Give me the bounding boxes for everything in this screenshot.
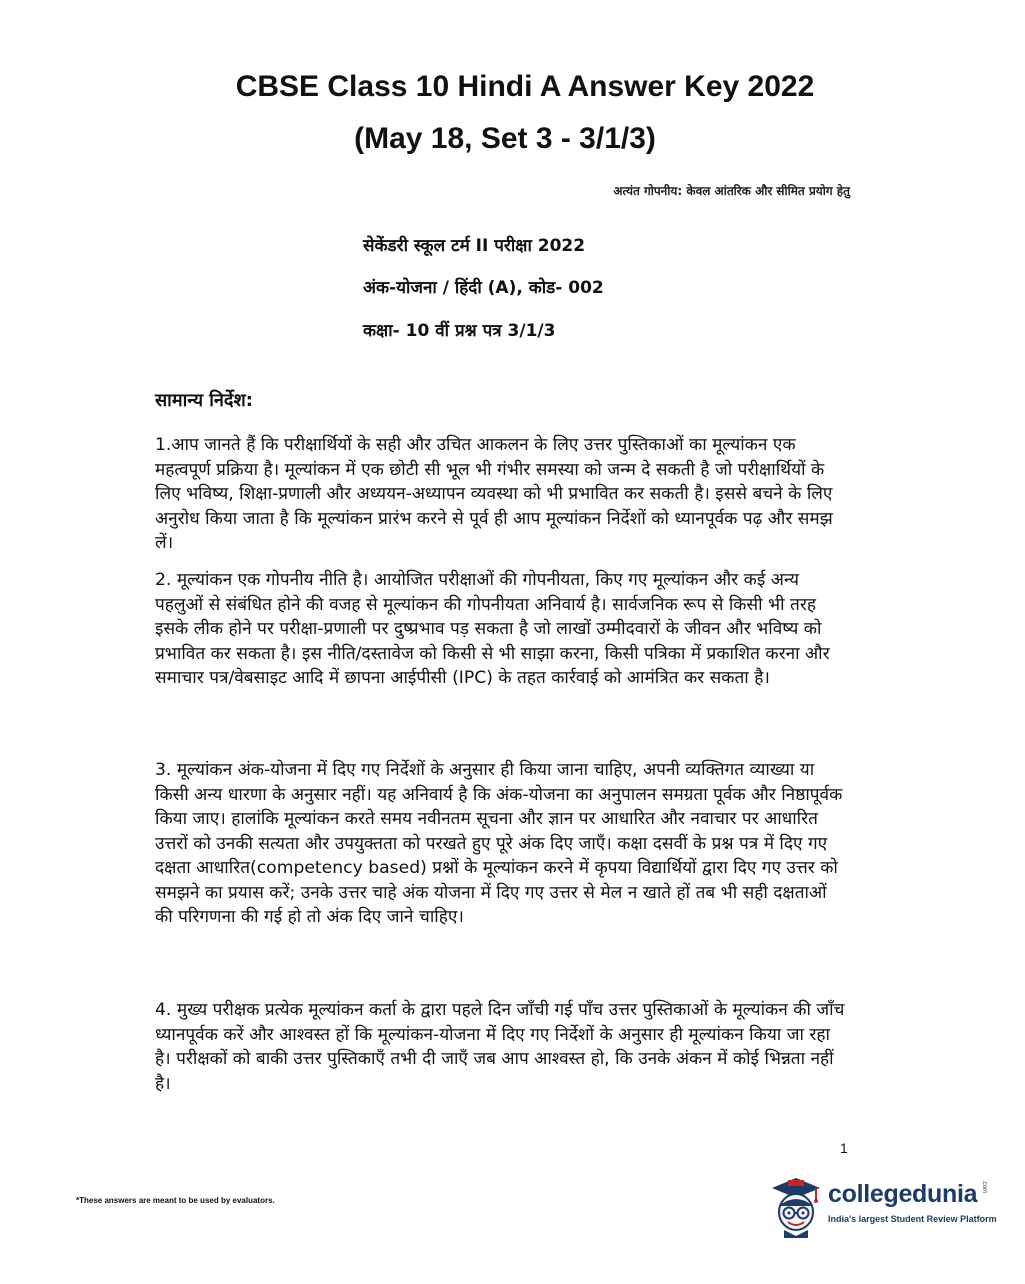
footnote: *These answers are meant to be used by evaluators. bbox=[76, 1196, 275, 1205]
student-face-logo-icon bbox=[766, 1170, 826, 1240]
collegedunia-logo bbox=[766, 1170, 996, 1240]
section-heading: सामान्य निर्देश: bbox=[155, 390, 253, 411]
document-subtitle: (May 18, Set 3 - 3/1/3) bbox=[354, 122, 656, 155]
confidential-note: अत्यंत गोपनीय: केवल आंतरिक और सीमित प्रयोग हेतु bbox=[613, 184, 850, 198]
page-number: 1 bbox=[840, 1140, 848, 1156]
logo-wordmark: collegedunia bbox=[828, 1180, 978, 1208]
instruction-paragraph-4: 4. मुख्य परीक्षक प्रत्येक मूल्यांकन कर्ता के द्वारा पहले दिन जाँची गई पाँच उत्तर पुस्तिकाओं के मूल्यांकन की जाँच ध्यानपूर्वक करें और आश्वस्त हों कि मूल्यांकन-योजना में दिए गए निर्देशों के अनुसार ही मूल्यांकन किया जा रहा है। परीक्षकों को बाकी उत्तर पुस्तिकाएँ तभी दी जाएँ जब आप आश्वस्त हो, कि उनके अंकन में कोई भिन्नता नहीं है। bbox=[155, 1000, 845, 1094]
logo-tagline: India's largest Student Review Platform bbox=[828, 1214, 997, 1224]
exam-name: सेकेंडरी स्कूल टर्म II परीक्षा 2022 bbox=[363, 236, 586, 256]
logo-domain-suffix: .com bbox=[981, 1180, 987, 1194]
class-paper-line: कक्षा- 10 वीं प्रश्न पत्र 3/1/3 bbox=[363, 321, 556, 341]
instruction-paragraph-2: 2. मूल्यांकन एक गोपनीय नीति है। आयोजित परीक्षाओं की गोपनीयता, किए गए मूल्यांकन और कई अन्य पहलुओं से संबंधित होने की वजह से मूल्यांकन की गोपनीयता अनिवार्य है। सार्वजनिक रूप से किसी भी तरह इसके लीक होने पर परीक्षा-प्रणाली पर दुष्प्रभाव पड़ सकता है जो लाखों उम्मीदवारों के जीवन और भविष्य को प्रभावित कर सकता है। इस नीति/दस्तावेज को किसी से भी साझा करना, किसी पत्रिका में प्रकाशित करना और समाचार पत्र/वेबसाइट आदि में छापना आईपीसी (IPC) के तहत कार्रवाई को आमंत्रित कर सकता है। bbox=[155, 570, 830, 689]
marking-scheme-line: अंक-योजना / हिंदी (A), कोड- 002 bbox=[363, 278, 604, 298]
instruction-paragraph-3: 3. मूल्यांकन अंक-योजना में दिए गए निर्देशों के अनुसार ही किया जाना चाहिए, अपनी व्यक्तिगत व्याख्या या किसी अन्य धारणा के अनुसार नहीं। यह अनिवार्य है कि अंक-योजना का अनुपालन समग्रता पूर्वक और निष्ठापूर्वक किया जाए। हालांकि मूल्यांकन करते समय नवीनतम सूचना और ज्ञान पर आधारित और नवाचार पर आधारित उत्तरों को उनकी सत्यता और उपयुक्तता को परखते हुए पूरे अंक दिए जाएँ। कक्षा दसवीं के प्रश्न पत्र में दिए गए दक्षता आधारित(competency based) प्रश्नों के मूल्यांकन करने में कृपया विद्यार्थियों द्वारा दिए गए उत्तर को समझने का प्रयास करें; उनके उत्तर चाहे अंक योजना में दिए गए उत्तर से मेल न खाते हों तब भी सही दक्षताओं की परिगणना की गई हो तो अंक दिए जाने चाहिए। bbox=[155, 760, 843, 928]
document-title: CBSE Class 10 Hindi A Answer Key 2022 bbox=[235, 70, 815, 103]
instruction-paragraph-1: 1.आप जानते हैं कि परीक्षार्थियों के सही और उचित आकलन के लिए उत्तर पुस्तिकाओं का मूल्यांकन एक महत्वपूर्ण प्रक्रिया है। मूल्यांकन में एक छोटी सी भूल भी गंभीर समस्या को जन्म दे सकती है जो परीक्षार्थियों के लिए भविष्य, शिक्षा-प्रणाली और अध्ययन-अध्यापन व्यवस्था को भी प्रभावित कर सकती है। इससे बचने के लिए अनुरोध किया जाता है कि मूल्यांकन प्रारंभ करने से पूर्व ही आप मूल्यांकन निर्देशों को ध्यानपूर्वक पढ़ और समझ लें। bbox=[155, 435, 833, 554]
